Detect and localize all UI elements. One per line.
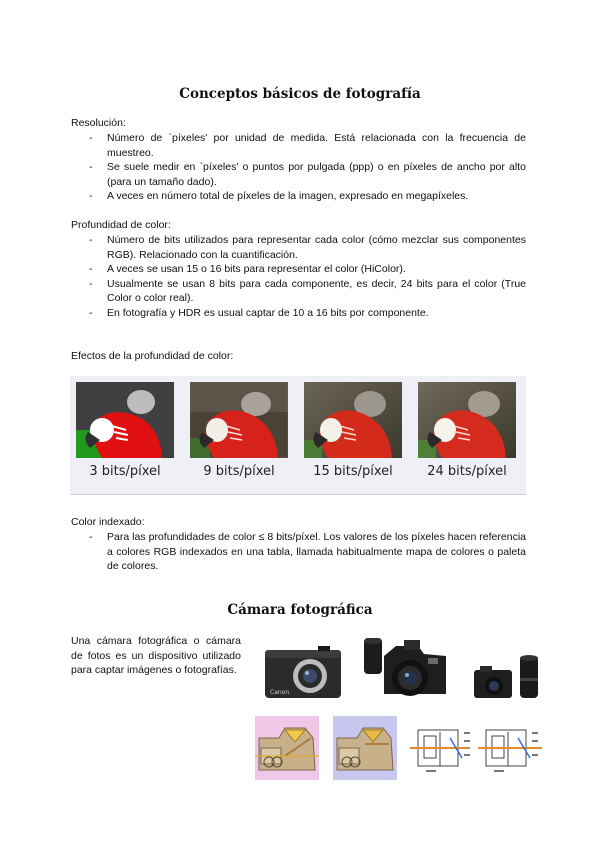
parrot-15bit-image	[304, 382, 402, 458]
list-item: - A veces en número total de píxeles de la imagen, expresado en megapíxeles.	[71, 189, 526, 204]
depth-label-15: 15 bits/píxel	[313, 464, 393, 479]
indexado-list	[71, 530, 526, 574]
list-item: - Número de `píxeles' por unidad de medida. Está relacionada con la frecuencia de muestreo.	[71, 131, 526, 160]
profundidad-label: Profundidad de color:	[71, 219, 171, 231]
depth-label-9: 9 bits/píxel	[203, 464, 275, 479]
parrot-24bit-image	[418, 382, 516, 458]
list-item: - Para las profundidades de color ≤ 8 bits/píxel. Los valores de los píxeles hacen referencia a colores RGB indexados en una tabla, llamada habitualmente mapa de colores o paleta de colores.	[71, 530, 526, 574]
profundidad-list	[71, 233, 526, 321]
depth-label-3: 3 bits/píxel	[89, 464, 161, 479]
compact-camera-image	[262, 644, 344, 704]
list-item: - Número de bits utilizados para representar cada color (cómo mezclar sus componentes RGB). Relacionado con la cuantificación.	[71, 233, 526, 262]
page-title: Conceptos básicos de fotografía	[179, 86, 421, 102]
parrot-3bit-image	[76, 382, 174, 458]
camera-schematic-diagrams	[410, 722, 550, 780]
list-item: - Usualmente se usan 8 bits para cada componente, es decir, 24 bits para el color (True Color o color real).	[71, 277, 526, 306]
camara-description: Una cámara fotográfica o cámara de fotos es un dispositivo utilizado para captar imágenes o fotografías.	[71, 635, 241, 677]
depth-label-24: 24 bits/píxel	[427, 464, 507, 479]
list-item: - A veces se usan 15 o 16 bits para representar el color (HiColor).	[71, 262, 526, 277]
efectos-label: Efectos de la profundidad de color:	[71, 350, 234, 362]
list-item: - Se suele medir en `píxeles' o puntos por pulgada (ppp) o en píxeles de ancho por alto (para un tamaño dado).	[71, 160, 526, 189]
mirrorless-camera-image	[470, 652, 546, 704]
camera-brand-text: Canon	[270, 689, 290, 696]
list-item: - En fotografía y HDR es usual captar de 10 a 16 bits por componente.	[71, 306, 526, 321]
slr-mirror-diagram-2	[333, 716, 397, 780]
indexado-label: Color indexado:	[71, 516, 145, 528]
resolucion-list	[71, 131, 526, 204]
resolucion-label: Resolución:	[71, 117, 126, 129]
color-depth-figure	[70, 376, 526, 495]
parrot-9bit-image	[190, 382, 288, 458]
slr-mirror-diagram-1	[255, 716, 319, 780]
section-title-camara: Cámara fotográfica	[227, 602, 373, 618]
dslr-camera-image	[362, 636, 450, 706]
